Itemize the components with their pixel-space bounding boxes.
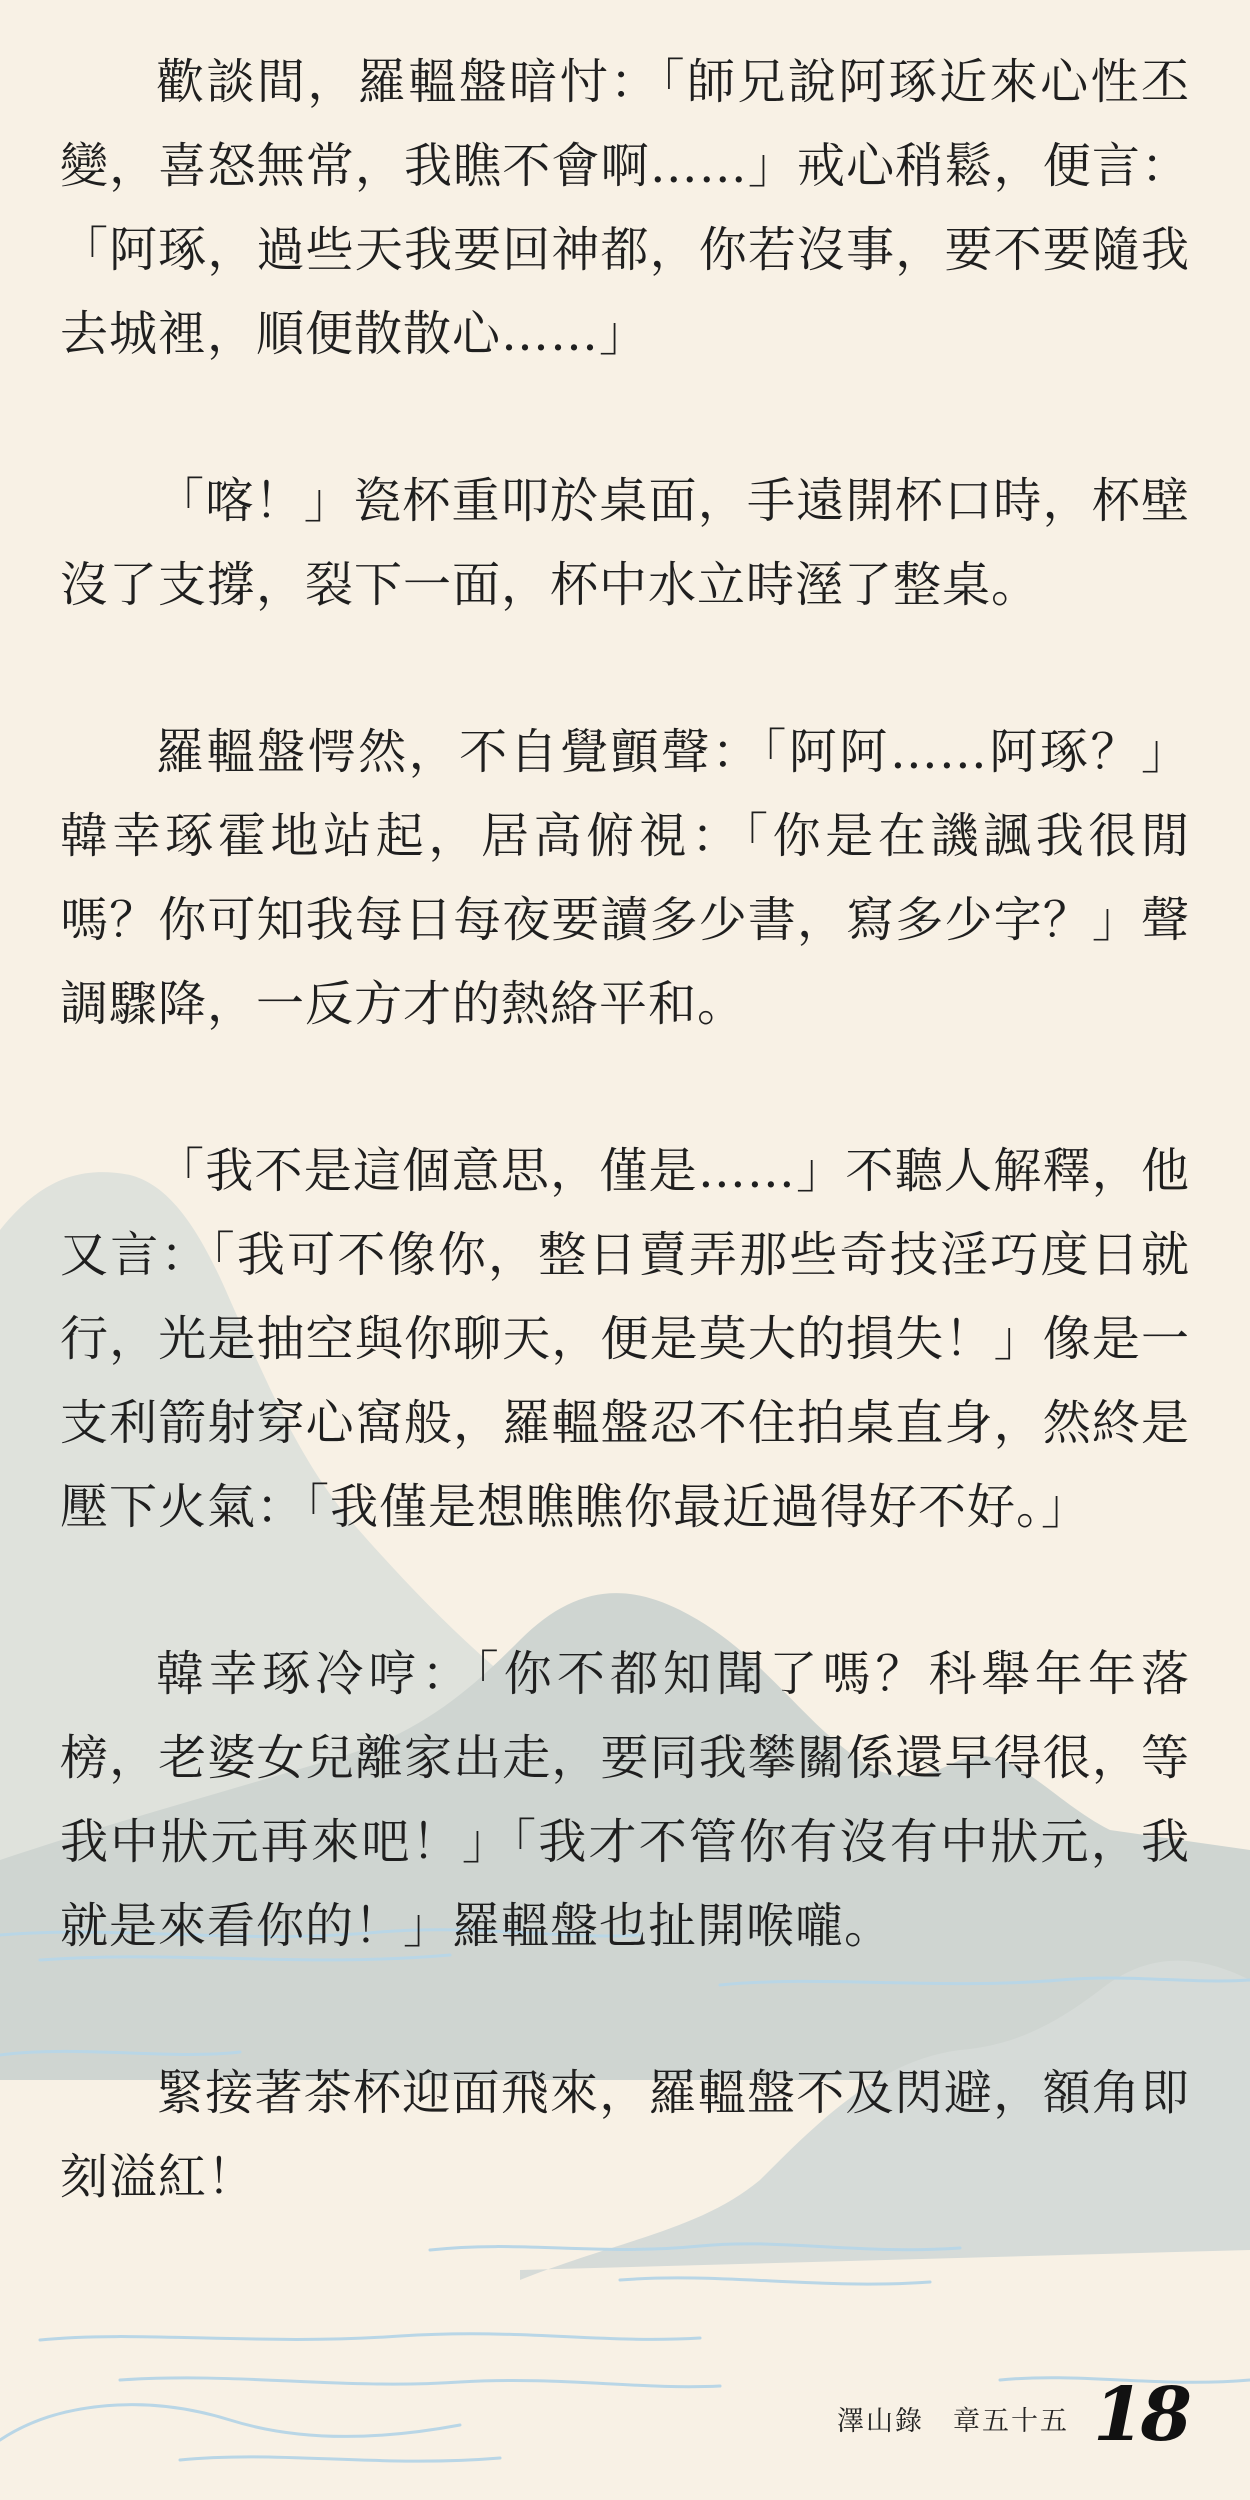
chapter-text (60, 40, 1190, 2302)
page-number: 18 (1093, 2372, 1188, 2458)
paragraph: 「喀！」瓷杯重叩於桌面，手遠開杯口時，杯壁沒了支撐，裂下一面，杯中水立時溼了整桌。 (60, 473, 1190, 613)
paragraph: 韓幸琢冷哼：「你不都知聞了嗎？科舉年年落榜，老婆女兒離家出走，要同我攀關係還早得很，等我中狀元再來吧！」「我才不管你有沒有中狀元，我就是來看你的！」羅轀盤也扯開喉嚨。 (60, 1646, 1190, 1954)
paragraph: 歡談間，羅轀盤暗忖：「師兄說阿琢近來心性丕變，喜怒無常，我瞧不會啊……」戒心稍鬆，便言：「阿琢，過些天我要回神都，你若沒事，要不要隨我去城裡，順便散散心……」 (60, 54, 1190, 362)
paragraph: 「我不是這個意思，僅是……」不聽人解釋，他又言：「我可不像你，整日賣弄那些奇技淫巧度日就行，光是抽空與你聊天，便是莫大的損失！」像是一支利箭射穿心窩般，羅轀盤忍不住拍桌直身，然終是壓下火氣：「我僅是想瞧瞧你最近過得好不好。」 (60, 1143, 1190, 1535)
paragraph: 緊接著茶杯迎面飛來，羅轀盤不及閃避，額角即刻溢紅！ (60, 2065, 1190, 2205)
book-chapter-label: 澤山錄 章五十五 (837, 2406, 1070, 2437)
page-footer (837, 2372, 1188, 2458)
paragraph: 羅轀盤愕然，不自覺顫聲：「阿阿……阿琢？」韓幸琢霍地站起，居高俯視：「你是在譏諷我很閒嗎？你可知我每日每夜要讀多少書，寫多少字？」聲調驟降，一反方才的熱絡平和。 (60, 724, 1190, 1032)
